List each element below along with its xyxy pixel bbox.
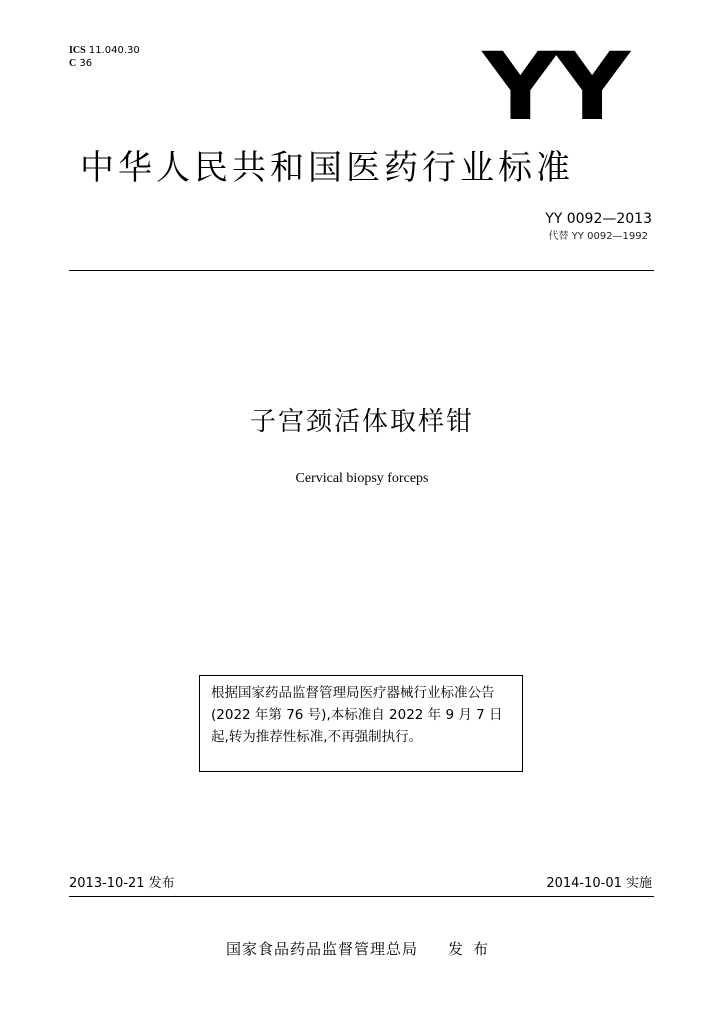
yy-logo: YY: [482, 33, 626, 142]
title-english: Cervical biopsy forceps: [295, 471, 429, 486]
standard-number: YY 0092—2013: [545, 211, 652, 227]
implementation-date: 2014-10-01 实施: [546, 876, 652, 891]
title-chinese: 子宫颈活体取样钳: [249, 407, 474, 437]
ics-value: 11.040.30: [88, 45, 140, 56]
bottom-divider: [69, 896, 654, 897]
category-title: 中华人民共和国医药行业标准: [80, 148, 574, 188]
issuer-line: [0, 939, 724, 959]
ics-label: ICS: [69, 45, 86, 56]
issuer-action: 发布: [448, 940, 499, 958]
replaces-standard: 代替 YY 0092—1992: [548, 231, 648, 242]
ics-line: [69, 44, 140, 57]
c-label: C: [69, 58, 77, 69]
issuer-name: 国家食品药品监督管理总局: [225, 940, 418, 958]
classification-block: [69, 44, 140, 70]
c-value: 36: [79, 58, 93, 69]
top-divider: [69, 270, 654, 271]
c-line: [69, 57, 140, 70]
issue-date: 2013-10-21 发布: [69, 876, 175, 891]
notice-text: 根据国家药品监督管理局医疗器械行业标准公告(2022 年第 76 号),本标准自 2022 年 9 月 7 日起,转为推荐性标准,不再强制执行。: [211, 685, 503, 745]
